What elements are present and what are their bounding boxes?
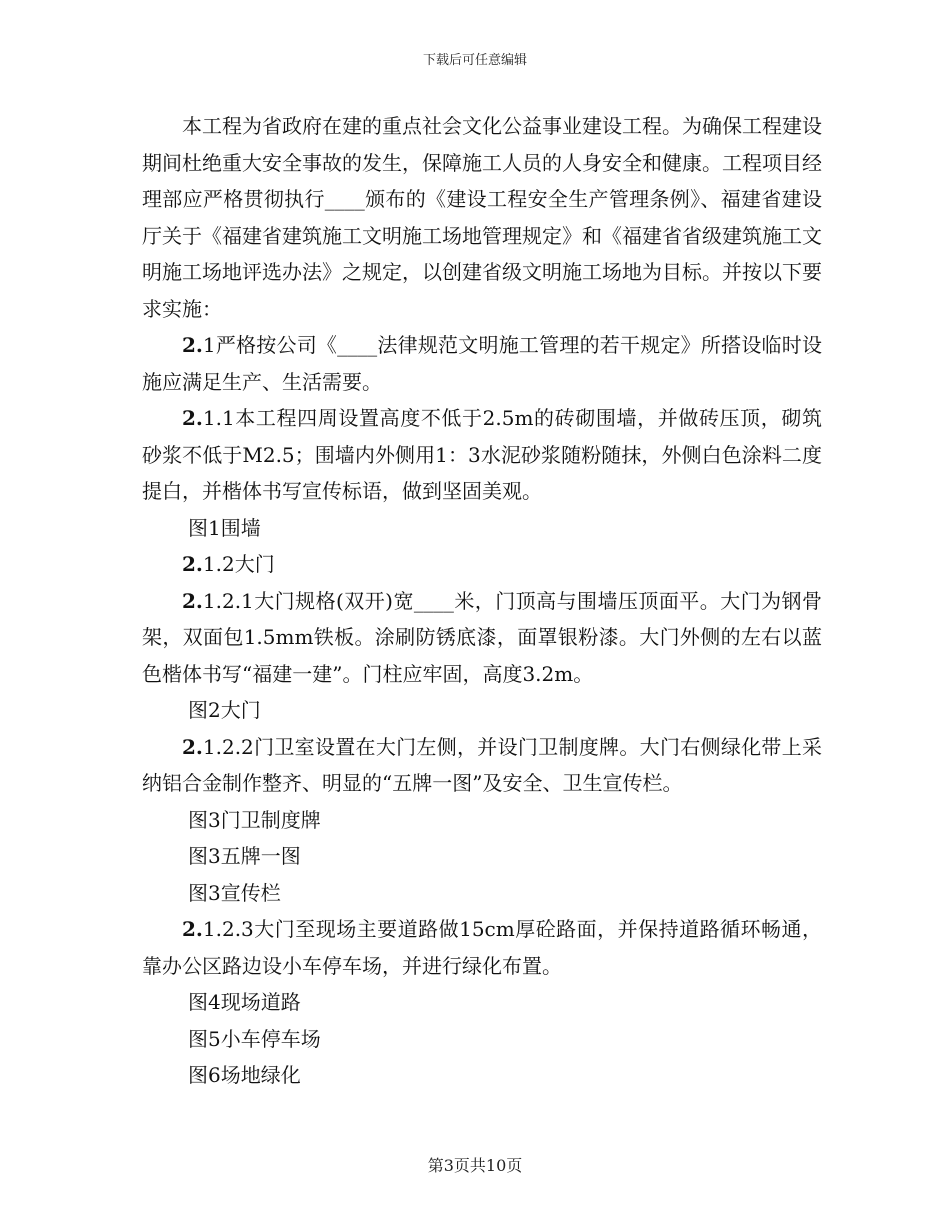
section-text: 1.2.3大门至现场主要道路做15cm厚砼路面，并保持道路循环畅通，靠办公区路边设小车停车场，并进行绿化布置。: [142, 917, 822, 978]
figure-caption-1: 图1围墙: [188, 515, 261, 540]
section-number: 2.: [182, 333, 203, 357]
section-text: 1.1本工程四周设置高度不低于2.5m的砖砌围墙，并做砖压顶，砌筑砂浆不低于M2.5；围墙内外侧用1：3水泥砂浆随粉随抹，外侧白色涂料二度提白，并楷体书写宣传标语，做到坚固美观。: [142, 406, 822, 503]
section-2-1-2-1: [142, 583, 822, 693]
figure-caption-3b: 图3五牌一图: [188, 844, 301, 868]
section-text: 1.2.1大门规格(双开)宽____米，门顶高与围墙压顶面平。大门为钢骨架，双面包1.5mm铁板。涂刷防锈底漆，面罩银粉漆。大门外侧的左右以蓝色楷体书写“福建一建”。门柱应牢固，高度3.2m。: [142, 588, 822, 686]
section-2-1-1: [142, 400, 822, 510]
section-2-1-2-2: [142, 729, 822, 802]
figure-caption-2: 图2大门: [188, 698, 261, 722]
figure-caption-3c: 图3宣传栏: [188, 880, 281, 905]
document-body: [142, 108, 822, 1094]
section-2-1-2-3: [142, 911, 822, 984]
figure-caption-5: 图5小车停车场: [188, 1026, 321, 1051]
section-text: 1.2.2门卫室设置在大门左侧，并设门卫制度牌。大门右侧绿化带上采纳铝合金制作整齐、明显的“五牌一图”及安全、卫生宣传栏。: [142, 734, 822, 795]
section-number: 2.: [182, 588, 203, 613]
section-number: 2.: [182, 552, 203, 576]
page-header: 下载后可任意编辑: [422, 53, 527, 68]
section-number: 2.: [182, 917, 203, 941]
section-2-1-2: [142, 546, 822, 583]
section-text: 1.2大门: [202, 552, 275, 576]
figure-caption-3a: 图3门卫制度牌: [188, 807, 321, 832]
intro-paragraph: 本工程为省政府在建的重点社会文化公益事业建设工程。为确保工程建设期间杜绝重大安全事故的发生，保障施工人员的人身安全和健康。工程项目经理部应严格贯彻执行____颁布的《建设工程安全生产管理条例》、福建省建设厅关于《福建省建筑施工文明施工场地管理规定》和《福建省省级建筑施工文明施工场地评选办法》之规定，以创建省级文明施工场地为目标。并按以下要求实施：: [142, 114, 822, 321]
section-2-1: [142, 327, 822, 400]
page-footer: 第3页共10页: [427, 1156, 523, 1175]
section-number: 2.: [182, 406, 203, 430]
figure-caption-4: 图4现场道路: [188, 990, 301, 1014]
section-text: 1严格按公司《____法律规范文明施工管理的若干规定》所搭设临时设施应满足生产、生活需要。: [142, 333, 822, 394]
section-number: 2.: [182, 734, 203, 759]
figure-caption-6: 图6场地绿化: [188, 1063, 301, 1087]
